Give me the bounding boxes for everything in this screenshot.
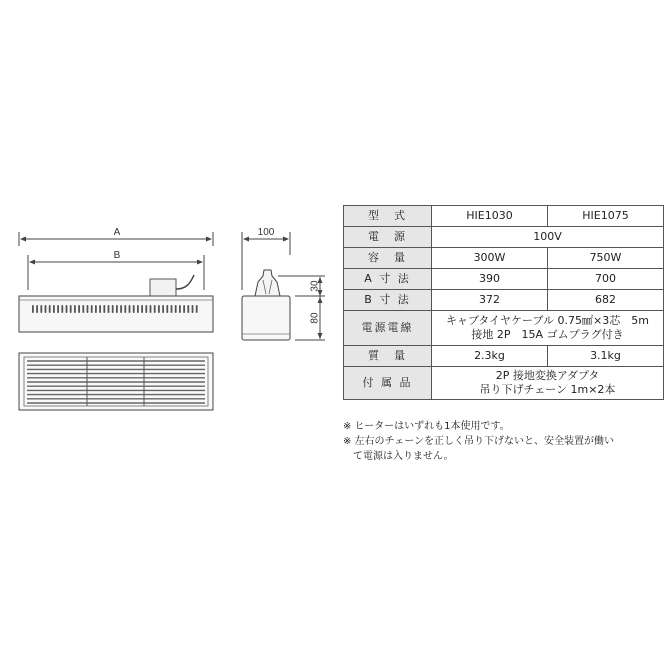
- vent-slot: [141, 305, 143, 313]
- capacity-label: 容 量: [344, 248, 432, 269]
- vent-slot: [57, 305, 59, 313]
- note-1: ※ ヒーターはいずれも1本使用です。: [343, 421, 510, 432]
- vent-slot: [78, 305, 80, 313]
- vent-slot: [53, 305, 55, 313]
- vent-slot: [103, 305, 105, 313]
- dimension-a-row-label: A 寸 法: [344, 269, 432, 290]
- spec-row-weight: [344, 346, 664, 367]
- spec-row-power-supply: [344, 227, 664, 248]
- vent-slot: [116, 305, 118, 313]
- dimension-b-hie1075: 682: [548, 290, 664, 311]
- dimension-b: [28, 250, 204, 290]
- vent-slot: [137, 305, 139, 313]
- vent-slot: [162, 305, 164, 313]
- dimension-a-label: A: [113, 227, 121, 238]
- notes: [343, 419, 663, 464]
- vent-slot: [192, 305, 194, 313]
- dimension-b-row-label: B 寸 法: [344, 290, 432, 311]
- vent-slot: [175, 305, 177, 313]
- vent-slot: [196, 305, 198, 313]
- vent-slot: [66, 305, 68, 313]
- power-cord-line-2: 接地 2P 15A ゴムプラグ付き: [471, 328, 624, 341]
- vent-slot: [158, 305, 160, 313]
- power-cord-value: [432, 311, 664, 346]
- vent-slot: [32, 305, 34, 313]
- capacity-hie1075: 750W: [548, 248, 664, 269]
- vent-slot: [124, 305, 126, 313]
- heater-side-view: [242, 270, 290, 340]
- spec-table: [343, 205, 664, 400]
- spec-row-power-cord: [344, 311, 664, 346]
- dimension-a: [19, 227, 213, 246]
- vent-slot: [145, 305, 147, 313]
- vent-slot: [40, 305, 42, 313]
- dimension-b-hie1030: 372: [432, 290, 548, 311]
- heater-front-view: [19, 275, 213, 332]
- spec-row-accessories: [344, 367, 664, 400]
- vent-slot: [61, 305, 63, 313]
- spec-row-dimension-b: [344, 290, 664, 311]
- vent-slot: [166, 305, 168, 313]
- model-hie1030: HIE1030: [432, 206, 548, 227]
- vent-slot: [112, 305, 114, 313]
- weight-label: 質 量: [344, 346, 432, 367]
- dimension-side-body-label: 80: [309, 312, 321, 324]
- accessories-label: 付 属 品: [344, 367, 432, 400]
- vent-slot: [49, 305, 51, 313]
- dimension-side-top-label: 30: [309, 280, 321, 292]
- model-hie1075: HIE1075: [548, 206, 664, 227]
- vent-slot: [133, 305, 135, 313]
- capacity-hie1030: 300W: [432, 248, 548, 269]
- vent-slot: [179, 305, 181, 313]
- accessories-value: [432, 367, 664, 400]
- vent-slot: [154, 305, 156, 313]
- dimension-a-hie1075: 700: [548, 269, 664, 290]
- dimension-a-hie1030: 390: [432, 269, 548, 290]
- note-2-continued: て電源は入りません。: [353, 451, 454, 462]
- vent-slot: [99, 305, 101, 313]
- heater-grille-view: [19, 353, 213, 410]
- weight-hie1075: 3.1kg: [548, 346, 664, 367]
- vent-slot: [74, 305, 76, 313]
- power-cord-line-1: キャブタイヤケーブル 0.75㎟×3芯 5m: [446, 314, 649, 327]
- vent-slot: [82, 305, 84, 313]
- vent-slot: [183, 305, 185, 313]
- power-cord-label: 電源電線: [344, 311, 432, 346]
- vent-slot: [95, 305, 97, 313]
- accessories-line-1: 2P 接地変換アダプタ: [495, 369, 600, 382]
- dimension-b-label: B: [113, 250, 121, 261]
- accessories-line-2: 吊り下げチェーン 1m×2本: [479, 383, 616, 396]
- vent-slot: [36, 305, 38, 313]
- dimension-side-width-label: 100: [257, 227, 275, 238]
- power-supply-label: 電 源: [344, 227, 432, 248]
- vent-slot: [91, 305, 93, 313]
- spec-row-dimension-a: [344, 269, 664, 290]
- note-2: ※ 左右のチェーンを正しく吊り下げないと、安全装置が働い: [343, 436, 615, 447]
- vent-slot: [171, 305, 173, 313]
- vent-slot: [150, 305, 152, 313]
- vent-slot: [87, 305, 89, 313]
- vent-slot: [129, 305, 131, 313]
- vent-slot: [108, 305, 110, 313]
- weight-hie1030: 2.3kg: [432, 346, 548, 367]
- vent-slot: [187, 305, 189, 313]
- vent-slot: [45, 305, 47, 313]
- spec-header-row: [344, 206, 664, 227]
- vent-slot: [70, 305, 72, 313]
- model-label: 型 式: [344, 206, 432, 227]
- vent-slot: [120, 305, 122, 313]
- power-supply-value: 100V: [432, 227, 664, 248]
- spec-row-capacity: [344, 248, 664, 269]
